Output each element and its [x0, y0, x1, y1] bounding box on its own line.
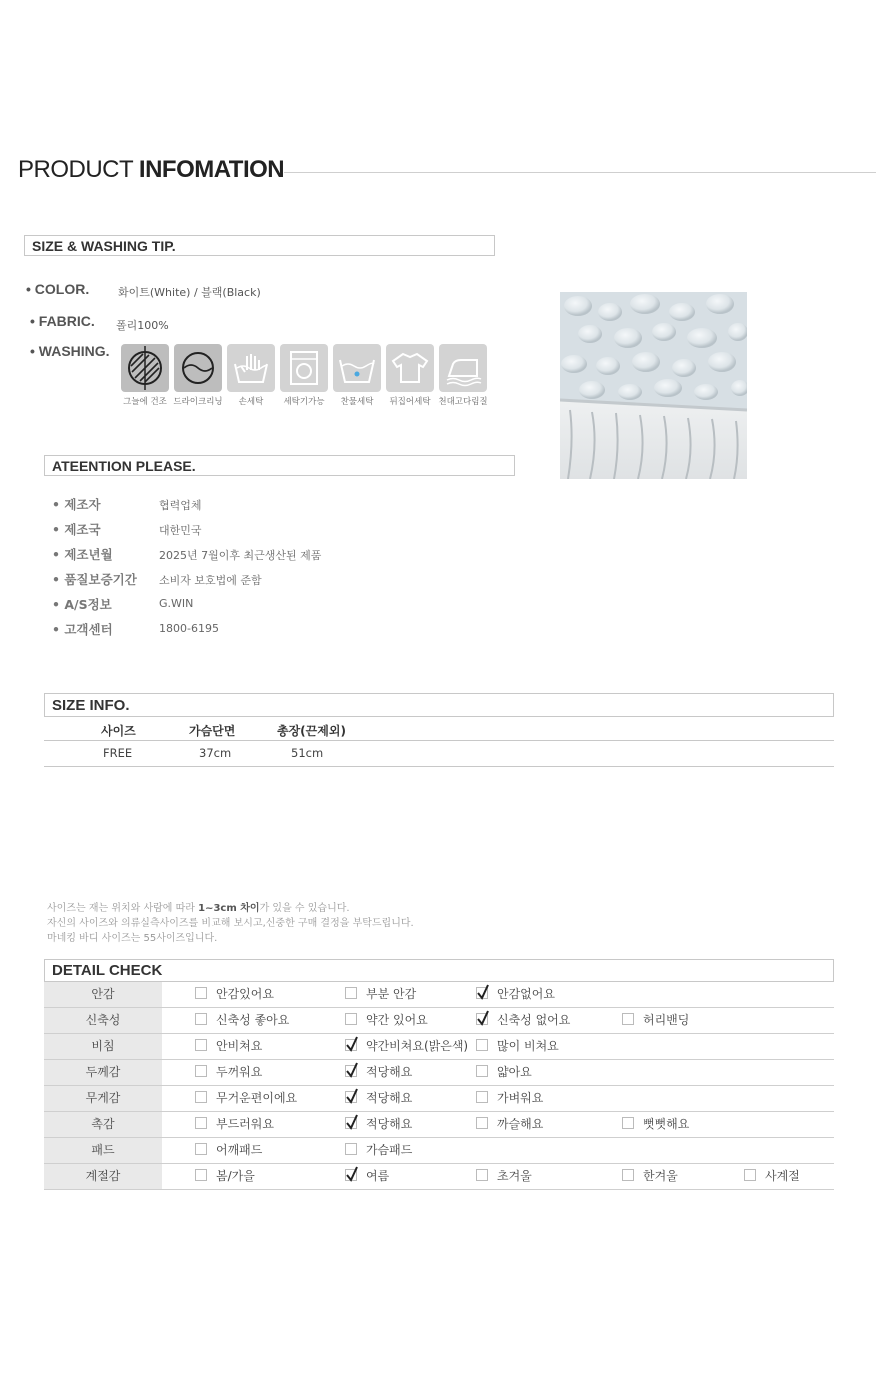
checkbox-icon[interactable]	[195, 987, 207, 999]
detail-option-label: 적당해요	[366, 1065, 413, 1079]
size-cell-size: FREE	[103, 746, 133, 760]
attention-label-3: • 품질보증기간	[52, 572, 137, 587]
detail-option[interactable]	[476, 1086, 543, 1111]
detail-row	[44, 1164, 834, 1190]
detail-row-label: 두께감	[44, 1060, 162, 1085]
checkbox-checked-icon[interactable]	[345, 1065, 357, 1077]
checkbox-icon[interactable]	[195, 1039, 207, 1051]
checkbox-icon[interactable]	[345, 1013, 357, 1025]
detail-option[interactable]	[345, 1086, 412, 1111]
detail-row	[44, 1008, 834, 1034]
fabric-value: 폴리100%	[116, 319, 169, 332]
detail-option-label: 까슬해요	[497, 1117, 544, 1131]
checkbox-icon[interactable]	[195, 1091, 207, 1103]
detail-option-label: 여름	[366, 1169, 390, 1183]
detail-option-label: 봄/가을	[216, 1169, 255, 1183]
detail-option-label: 초겨울	[497, 1169, 532, 1183]
checkbox-checked-icon[interactable]	[345, 1169, 357, 1181]
size-info-heading: SIZE INFO.	[44, 693, 834, 717]
checkbox-icon[interactable]	[195, 1143, 207, 1155]
size-col-size: 사이즈	[101, 724, 136, 738]
checkbox-checked-icon[interactable]	[476, 1013, 488, 1025]
checkbox-checked-icon[interactable]	[345, 1117, 357, 1129]
size-table-divider	[44, 740, 834, 741]
detail-option-label: 신축성 좋아요	[216, 1013, 290, 1027]
washing-label-1: 드라이크리닝	[173, 397, 223, 407]
detail-option[interactable]	[744, 1164, 800, 1189]
detail-option[interactable]	[345, 1138, 412, 1163]
machine-wash-icon	[280, 344, 328, 392]
attention-label-0: • 제조자	[52, 497, 101, 512]
detail-row-label: 계절감	[44, 1164, 162, 1189]
detail-option[interactable]	[622, 1112, 689, 1137]
detail-row	[44, 1138, 834, 1164]
detail-option[interactable]	[195, 1164, 255, 1189]
detail-option[interactable]	[622, 1164, 678, 1189]
attention-label-1: • 제조국	[52, 522, 101, 537]
detail-option[interactable]	[476, 1060, 532, 1085]
detail-option[interactable]	[476, 1164, 532, 1189]
washing-label-3: 세탁기가능	[283, 397, 325, 407]
detail-option[interactable]	[345, 1164, 389, 1189]
detail-row	[44, 1086, 834, 1112]
detail-option-label: 얇아요	[497, 1065, 532, 1079]
detail-option[interactable]	[195, 1086, 297, 1111]
size-cell-length: 51cm	[291, 746, 324, 760]
washing-label: • WASHING.	[30, 343, 110, 359]
detail-option-label: 부드러워요	[216, 1117, 274, 1131]
checkbox-icon[interactable]	[195, 1065, 207, 1077]
attention-value-3: 소비자 보호법에 준함	[159, 574, 262, 587]
detail-option-label: 어깨패드	[216, 1143, 263, 1157]
detail-row-label: 무게감	[44, 1086, 162, 1111]
detail-option-label: 두꺼워요	[216, 1065, 263, 1079]
detail-option-label: 적당해요	[366, 1091, 413, 1105]
size-note-line2: 자신의 사이즈와 의류실측사이즈를 비교해 보시고,신중한 구매 결정을 부탁드립니다.	[47, 918, 414, 929]
checkbox-icon[interactable]	[476, 1117, 488, 1129]
color-label: • COLOR.	[26, 281, 90, 297]
detail-row-label: 패드	[44, 1138, 162, 1163]
checkbox-icon[interactable]	[622, 1117, 634, 1129]
checkbox-icon[interactable]	[476, 1039, 488, 1051]
checkbox-icon[interactable]	[195, 1013, 207, 1025]
detail-row	[44, 1112, 834, 1138]
detail-option[interactable]	[195, 1060, 262, 1085]
size-note-line3: 마네킹 바디 사이즈는 55사이즈입니다.	[47, 933, 218, 944]
detail-option-label: 한겨울	[643, 1169, 678, 1183]
detail-option[interactable]	[476, 1112, 543, 1137]
inside-out-icon	[386, 344, 434, 392]
detail-option-label: 허리밴딩	[643, 1013, 690, 1027]
washing-label-0: 그늘에 건조	[123, 397, 167, 407]
detail-option-label: 많이 비쳐요	[497, 1039, 559, 1053]
detail-option[interactable]	[195, 982, 274, 1007]
detail-row	[44, 1034, 834, 1060]
detail-option-label: 뻣뻣해요	[643, 1117, 690, 1131]
checkbox-icon[interactable]	[345, 1143, 357, 1155]
attention-label-2: • 제조년월	[52, 547, 113, 562]
checkbox-checked-icon[interactable]	[345, 1091, 357, 1103]
detail-option[interactable]	[345, 1008, 428, 1033]
detail-option-label: 안감없어요	[497, 987, 555, 1001]
attention-value-2: 2025년 7월이후 최근생산된 제품	[159, 549, 322, 562]
size-col-length: 총장(끈제외)	[277, 724, 346, 738]
attention-value-5: 1800-6195	[159, 622, 219, 635]
checkbox-checked-icon[interactable]	[345, 1039, 357, 1051]
title-divider	[284, 172, 876, 173]
detail-row-label: 비침	[44, 1034, 162, 1059]
detail-option-label: 약간비쳐요(밝은색)	[366, 1039, 469, 1053]
detail-option[interactable]	[345, 1034, 468, 1059]
detail-option[interactable]	[195, 1112, 274, 1137]
detail-row	[44, 982, 834, 1008]
detail-option[interactable]	[195, 1008, 289, 1033]
detail-row-label: 안감	[44, 982, 162, 1007]
attention-heading: ATEENTION PLEASE.	[44, 455, 515, 476]
checkbox-checked-icon[interactable]	[476, 987, 488, 999]
checkbox-icon[interactable]	[622, 1169, 634, 1181]
detail-option[interactable]	[345, 1060, 412, 1085]
fabric-photo	[560, 292, 747, 479]
detail-option[interactable]	[345, 982, 416, 1007]
detail-option-label: 부분 안감	[366, 987, 417, 1001]
detail-check-heading: DETAIL CHECK	[44, 959, 834, 982]
detail-row	[44, 1060, 834, 1086]
cold-wash-icon	[333, 344, 381, 392]
detail-row-label: 신축성	[44, 1008, 162, 1033]
washing-label-6: 천대고다림질	[438, 397, 488, 407]
hand-wash-icon	[227, 344, 275, 392]
checkbox-icon[interactable]	[195, 1117, 207, 1129]
page-title: PRODUCT INFOMATION	[18, 156, 285, 183]
washing-label-4: 찬물세탁	[340, 397, 374, 407]
color-value: 화이트(White) / 블랙(Black)	[118, 286, 261, 299]
checkbox-icon[interactable]	[476, 1169, 488, 1181]
detail-option-label: 사계절	[765, 1169, 800, 1183]
attention-label-5: • 고객센터	[52, 622, 113, 637]
size-col-chest: 가슴단면	[189, 724, 236, 738]
detail-option[interactable]	[476, 1034, 559, 1059]
checkbox-icon[interactable]	[476, 1091, 488, 1103]
attention-label-4: • A/S정보	[52, 597, 112, 612]
detail-option[interactable]	[476, 1008, 570, 1033]
size-washing-heading: SIZE & WASHING TIP.	[24, 235, 495, 256]
detail-option-label: 안감있어요	[216, 987, 274, 1001]
detail-option-label: 약간 있어요	[366, 1013, 428, 1027]
dry-clean-icon	[174, 344, 222, 392]
detail-option[interactable]	[345, 1112, 412, 1137]
checkbox-icon[interactable]	[744, 1169, 756, 1181]
detail-option-label: 무거운편이에요	[216, 1091, 298, 1105]
checkbox-icon[interactable]	[345, 987, 357, 999]
attention-value-0: 협력업체	[159, 499, 202, 512]
shade-dry-icon	[121, 344, 169, 392]
detail-option-label: 적당해요	[366, 1117, 413, 1131]
checkbox-icon[interactable]	[476, 1065, 488, 1077]
attention-value-1: 대한민국	[159, 524, 202, 537]
detail-option[interactable]	[195, 1034, 262, 1059]
detail-option-label: 가슴패드	[366, 1143, 413, 1157]
detail-row-label: 촉감	[44, 1112, 162, 1137]
checkbox-icon[interactable]	[622, 1013, 634, 1025]
size-table-bottom	[44, 766, 834, 767]
detail-option-label: 신축성 없어요	[497, 1013, 571, 1027]
detail-option[interactable]	[476, 982, 555, 1007]
washing-label-5: 뒤집어세탁	[389, 397, 431, 407]
size-note-line1: 사이즈는 재는 위치와 사람에 따라 1~3cm 차이가 있을 수 있습니다.	[47, 903, 350, 914]
fabric-label: • FABRIC.	[30, 313, 95, 329]
detail-option[interactable]	[622, 1008, 689, 1033]
iron-cloth-icon	[439, 344, 487, 392]
washing-label-2: 손세탁	[238, 397, 264, 407]
detail-option-label: 안비쳐요	[216, 1039, 263, 1053]
size-cell-chest: 37cm	[199, 746, 232, 760]
detail-option-label: 가벼워요	[497, 1091, 544, 1105]
checkbox-icon[interactable]	[195, 1169, 207, 1181]
attention-value-4: G.WIN	[159, 597, 194, 610]
detail-option[interactable]	[195, 1138, 262, 1163]
